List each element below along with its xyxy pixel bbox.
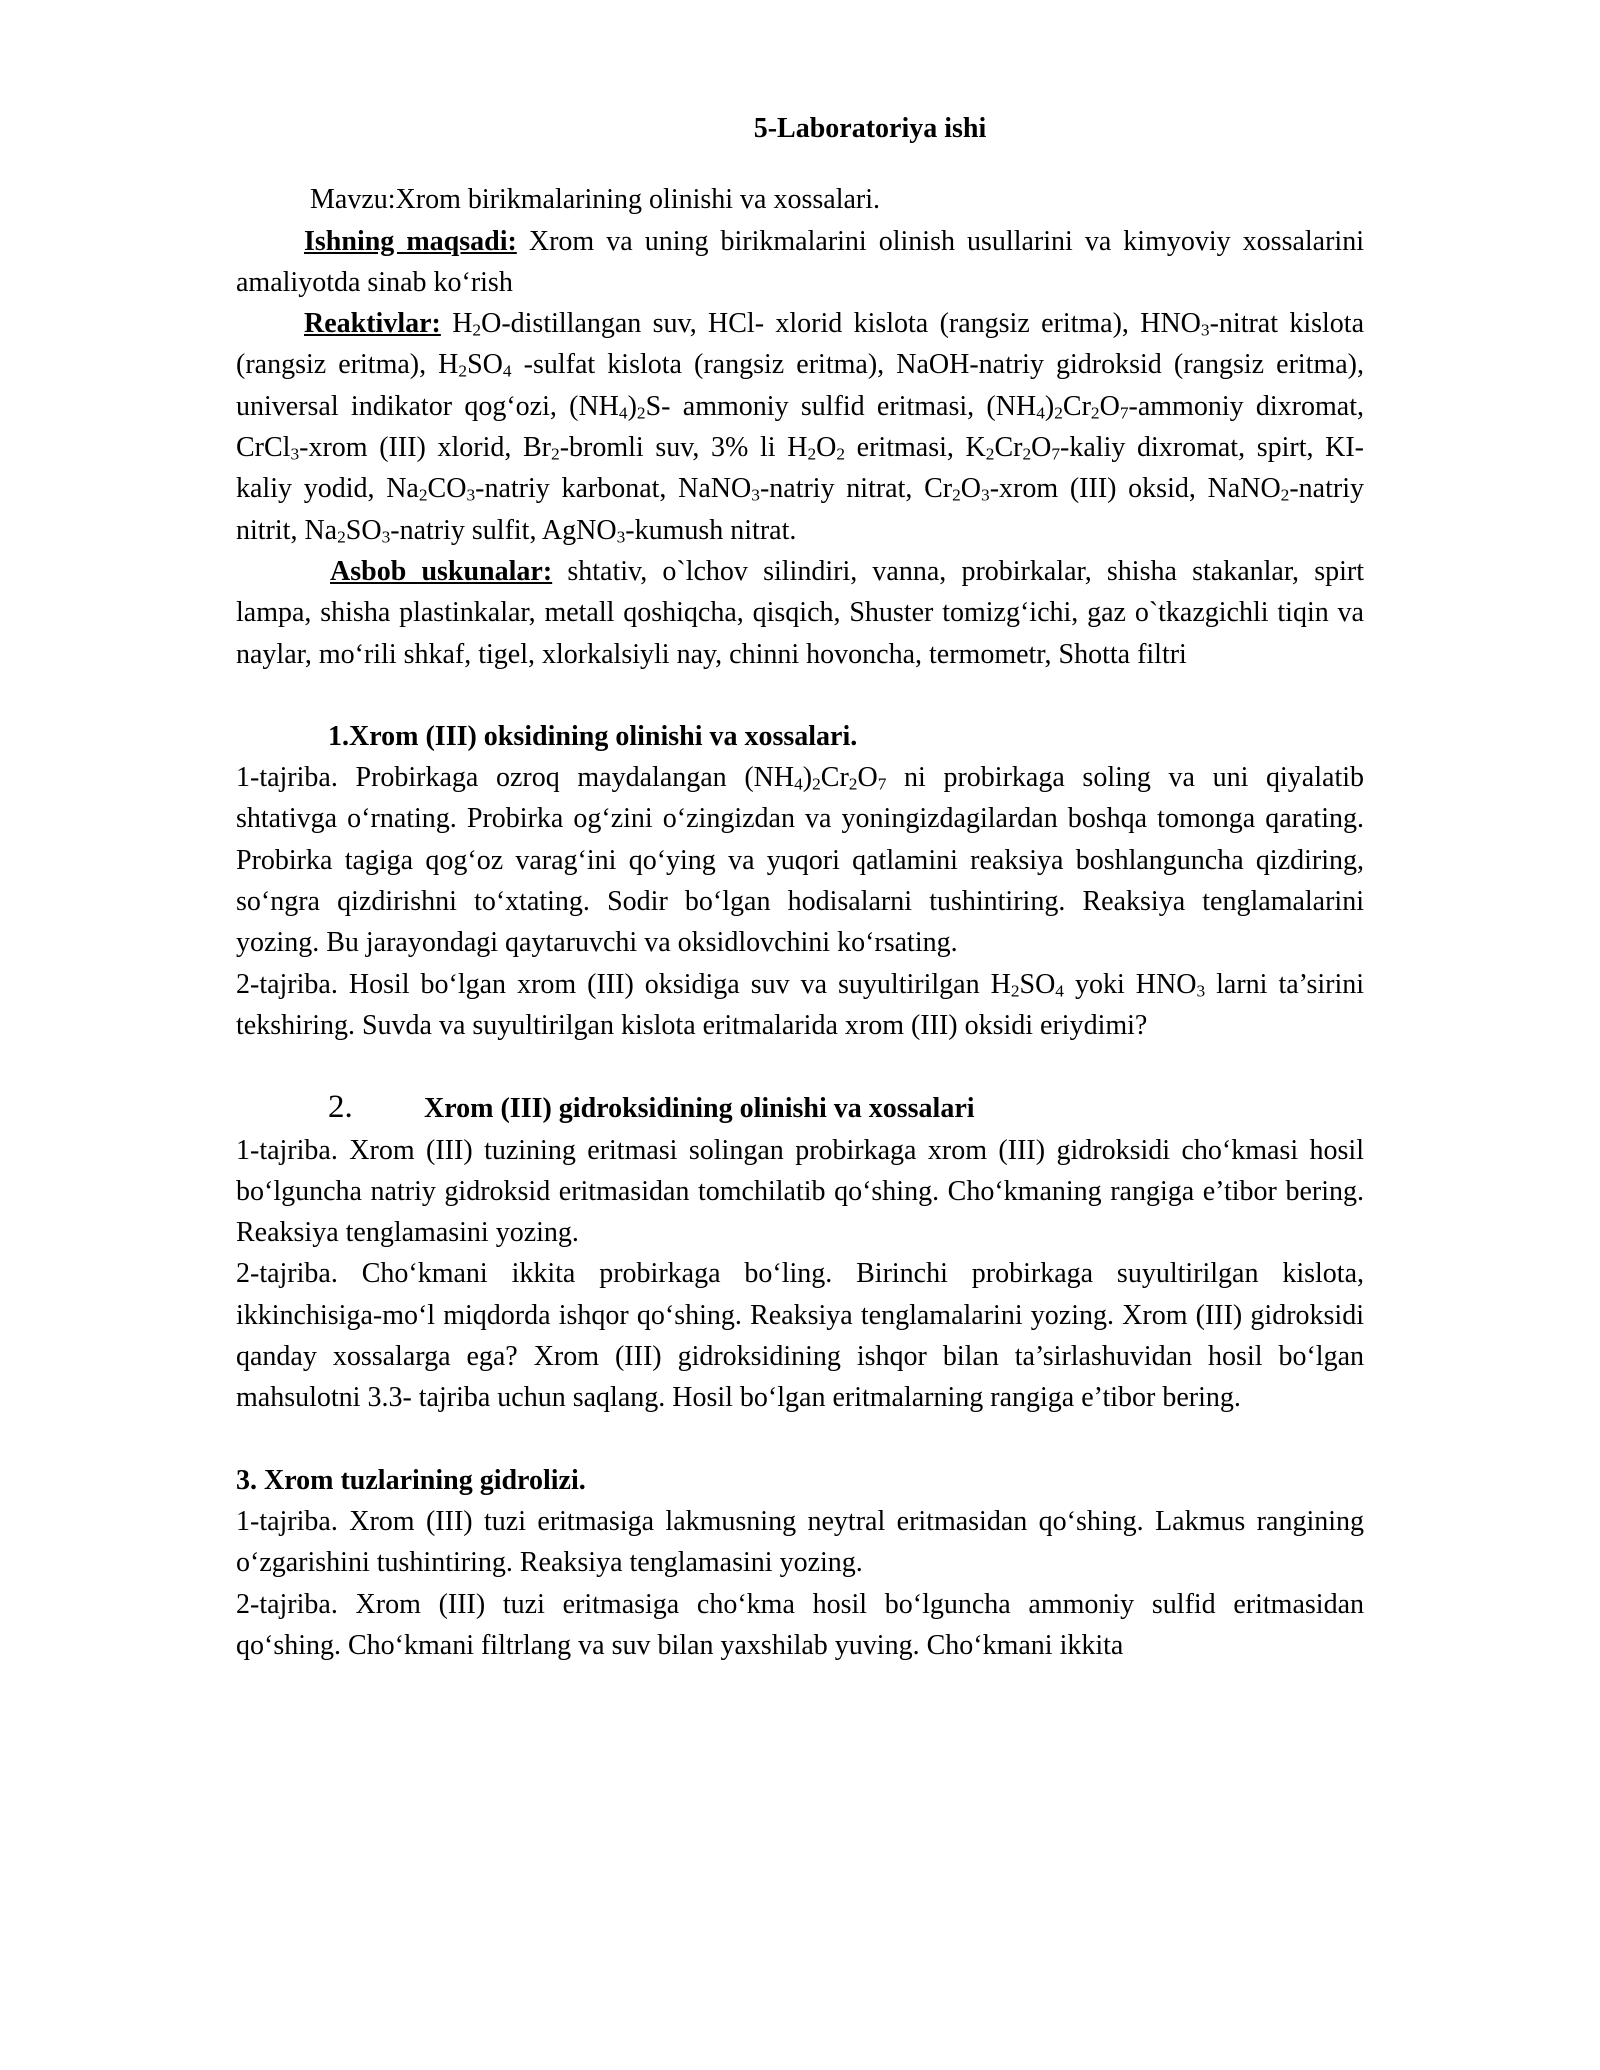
reagents-text: )	[1044, 390, 1055, 422]
goal-text: Xrom va uning birikmalarini olinish usullarini va kimyoviy xossalarini amaliyotda sinab ko‘rish	[236, 225, 1364, 298]
subscript: 2	[812, 774, 821, 794]
subscript: 2	[807, 444, 817, 464]
reagents-text: -xrom (III) oksid, NaNO	[989, 473, 1281, 505]
section2-exp1: 1-tajriba. Xrom (III) tuzining eritmasi solingan probirkaga xrom (III) gidroksidi cho‘kmasi hosil bo‘lguncha natriy gidroksid eritmasidan tomchilatib qo‘shing. Cho‘kmaning rangiga e’tibor bering. Reaksiya tenglamasini yozing.	[236, 1134, 1364, 1249]
reagents-text: -nitrat kislota (rangsiz eritma), H	[236, 308, 1364, 381]
reagents-text: O	[1031, 432, 1052, 464]
exp-text: Cr	[820, 762, 849, 794]
subscript: 4	[1036, 403, 1045, 423]
reagents-text: -xrom (III) xlorid, Br	[299, 432, 552, 464]
section2-heading-text: Xrom (III) gidroksidining olinishi va xossalari	[424, 1093, 975, 1125]
subscript: 3	[1200, 320, 1210, 340]
section1-exp2	[236, 964, 1364, 1047]
reagents-text: -sulfat kislota (rangsiz eritma), NaOH-natriy gidroksid (rangsiz eritma), universal indikator qog‘ozi, (NH	[236, 349, 1364, 422]
section2-number: 2.	[328, 1089, 353, 1126]
reagents-paragraph	[236, 303, 1364, 551]
reagents-text: S- ammoniy sulfid eritmasi, (NH	[645, 390, 1037, 422]
subscript: 3	[1196, 981, 1206, 1001]
reagents-text: -natriy karbonat, NaNO	[475, 473, 752, 505]
reagents-text: -natriy nitrat, Cr	[759, 473, 953, 505]
goal-paragraph	[236, 221, 1364, 304]
reagents-text: SO	[345, 514, 382, 546]
exp-text: O	[857, 762, 878, 794]
subscript: 3	[290, 444, 300, 464]
subscript: 2	[1054, 403, 1063, 423]
exp-text: )	[802, 762, 813, 794]
reagents-text: )	[627, 390, 637, 422]
exp-text: SO	[1019, 968, 1056, 1000]
reagents-text: -natriy nitrit, Na	[236, 473, 1364, 546]
equipment-paragraph	[236, 551, 1364, 675]
reagents-text: eritmasi, K	[845, 432, 986, 464]
exp-text: larni ta’sirini tekshiring. Suvda va suyultirilgan kislota eritmalarida xrom (III) oksidi eriydimi?	[236, 968, 1365, 1041]
subscript: 2	[551, 444, 560, 464]
exp-text: yoki HNO	[1063, 968, 1197, 1000]
equipment-label: Asbob uskunalar:	[330, 555, 553, 587]
reagents-text: O	[960, 473, 982, 505]
reagents-text: Cr	[1062, 390, 1091, 422]
subscript: 2	[848, 774, 858, 794]
reagents-text: -ammoniy dixromat, CrCl	[236, 390, 1364, 464]
subscript: 2	[1010, 981, 1020, 1001]
subscript: 3	[751, 485, 760, 505]
section3-exp2: 2-tajriba. Xrom (III) tuzi eritmasiga cho‘kma hosil bo‘lguncha ammoniy sulfid eritmasidan qo‘shing. Cho‘kmani filtrlang va suv bilan yaxshilab yuving. Cho‘kmani ikkita	[236, 1588, 1364, 1661]
section1-exp1	[236, 757, 1364, 963]
subscript: 7	[1119, 403, 1129, 423]
subscript: 2	[458, 361, 468, 381]
reagents-text: O	[816, 432, 837, 464]
subscript: 2	[1090, 403, 1100, 423]
goal-label: Ishning maqsadi:	[304, 225, 517, 257]
reagents-text: Cr	[994, 432, 1023, 464]
subscript: 7	[1051, 444, 1061, 464]
reagents-text: -bromli suv, 3% li H	[559, 432, 808, 464]
subscript: 2	[636, 403, 646, 423]
reagents-text: O	[1099, 390, 1120, 422]
subscript: 3	[981, 485, 990, 505]
subscript: 7	[877, 774, 887, 794]
exp-text: 1-tajriba. Probirkaga ozroq maydalangan (NH	[236, 762, 795, 794]
subscript: 3	[466, 485, 476, 505]
subscript: 2	[472, 320, 482, 340]
subscript: 4	[502, 361, 512, 381]
subscript: 4	[1055, 981, 1064, 1001]
section1-heading: 1.Xrom (III) oksidining olinishi va xossalari.	[328, 720, 858, 752]
section2-exp2: 2-tajriba. Cho‘kmani ikkita probirkaga bo‘ling. Birinchi probirkaga suyultirilgan kislota, ikkinchisiga-mo‘l miqdorda ishqor qo‘shing. Reaksiya tenglamalarini yozing. Xrom (III) gidroksidi qanday xossalarga ega? Xrom (III) gidroksidining ishqor bilan ta’sirlashuvidan hosil bo‘lgan mahsulotni 3.3- tajriba uchun saqlang. Hosil bo‘lgan eritmalarning rangiga e’tibor bering.	[236, 1258, 1364, 1414]
subscript: 4	[618, 403, 628, 423]
reagents-text: -kaliy dixromat, spirt, KI-kaliy yodid, Na	[236, 432, 1365, 505]
section2-heading	[236, 1087, 1364, 1129]
reagents-text: H	[440, 308, 473, 340]
subscript: 4	[794, 774, 803, 794]
reagents-text: -kumush nitrat.	[625, 514, 797, 546]
reagents-text: CO	[427, 473, 467, 505]
subscript: 2	[836, 444, 846, 464]
reagents-text: SO	[467, 349, 503, 381]
document-body	[236, 108, 1364, 1666]
equipment-text: shtativ, o`lchov silindiri, vanna, probirkalar, shisha stakanlar, spirt lampa, shisha plastinkalar, metall qoshiqcha, qisqich, Shuster tomizg‘ichi, gaz o`tkazgichli tiqin va naylar, mo‘rili shkaf, tigel, xlorkalsiyli nay, chinni hovoncha, termometr, Shotta filtri	[236, 555, 1364, 670]
subscript: 3	[616, 527, 626, 547]
reagents-text: -natriy sulfit, AgNO	[390, 514, 617, 546]
subscript: 2	[418, 485, 428, 505]
section3-heading: 3. Xrom tuzlarining gidrolizi.	[236, 1464, 586, 1496]
subscript: 3	[381, 527, 391, 547]
subscript: 2	[1022, 444, 1032, 464]
exp-text: ni probirkaga soling va uni qiyalatib shtativga o‘rnating. Probirka og‘zini o‘zingizdan va yoningizdagilardan boshqa tomonga qarating. Probirka tagiga qog‘oz varag‘ini qo‘ying va yuqori qatlamini reaksiya boshlanguncha qizdiring, so‘ngra qizdirishni to‘xtating. Sodir bo‘lgan hodisalarni tushintiring. Reaksiya tenglamalarini yozing. Bu jarayondagi qaytaruvchi va oksidlovchini ko‘rsating.	[236, 762, 1365, 959]
reagents-text: O-distillangan suv, HCl- xlorid kislota (rangsiz eritma), HNO	[481, 308, 1201, 340]
reagents-label: Reaktivlar:	[304, 308, 441, 340]
section3-exp1: 1-tajriba. Xrom (III) tuzi eritmasiga lakmusning neytral eritmasidan qo‘shing. Lakmus rangining o‘zgarishini tushintiring. Reaksiya tenglamasini yozing.	[236, 1505, 1364, 1579]
subscript: 2	[952, 485, 961, 505]
subscript: 2	[1280, 485, 1290, 505]
subscript: 2	[985, 444, 995, 464]
subscript: 2	[337, 527, 346, 547]
topic-line: Mavzu:Xrom birikmalarining olinishi va xossalari.	[310, 184, 881, 216]
exp-text: 2-tajriba. Hosil bo‘lgan xrom (III) oksidiga suv va suyultirilgan H	[236, 968, 1011, 1000]
document-title: 5-Laboratoriya ishi	[753, 113, 987, 144]
